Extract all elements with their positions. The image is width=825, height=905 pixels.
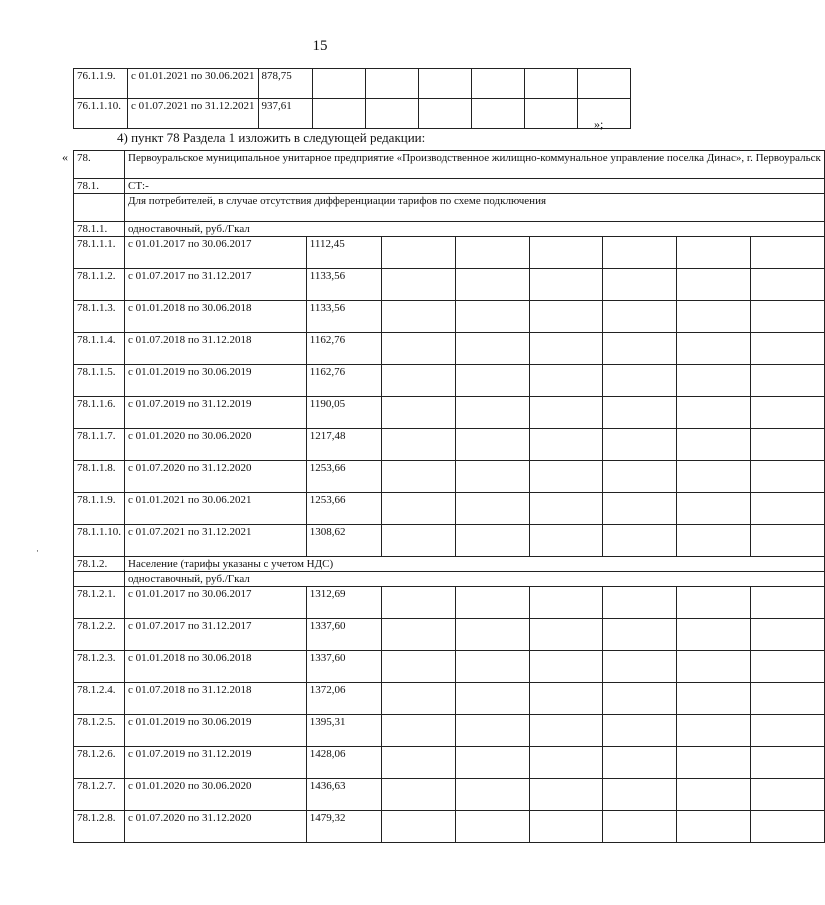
empty-cell xyxy=(365,69,418,99)
table-row xyxy=(74,333,825,365)
empty-cell xyxy=(74,194,125,222)
population-section xyxy=(74,557,825,587)
empty-cell xyxy=(603,811,677,843)
tariff-value: 1312,69 xyxy=(306,587,381,619)
empty-cell xyxy=(529,651,603,683)
empty-cell xyxy=(455,301,529,333)
empty-cell xyxy=(677,461,751,493)
subsection-label: одноставочный, руб./Гкал xyxy=(125,222,825,237)
empty-cell xyxy=(603,651,677,683)
tariff-value: 878,75 xyxy=(258,69,312,99)
empty-cell xyxy=(455,747,529,779)
empty-cell xyxy=(529,461,603,493)
row-number: 78.1.2.8. xyxy=(74,811,125,843)
period-cell: с 01.01.2018 по 30.06.2018 xyxy=(125,651,307,683)
table-row xyxy=(74,69,631,99)
period-cell: с 01.07.2021 по 31.12.2021 xyxy=(128,99,259,129)
row-number: 76.1.1.10. xyxy=(74,99,128,129)
empty-cell xyxy=(677,525,751,557)
empty-cell xyxy=(418,69,471,99)
empty-cell xyxy=(455,269,529,301)
table-row xyxy=(74,461,825,493)
period-cell: с 01.01.2020 по 30.06.2020 xyxy=(125,429,307,461)
empty-cell xyxy=(603,779,677,811)
tariff-value: 1217,48 xyxy=(306,429,381,461)
table-row xyxy=(74,397,825,429)
empty-cell xyxy=(750,619,824,651)
empty-cell xyxy=(603,715,677,747)
empty-cell xyxy=(677,493,751,525)
empty-cell xyxy=(455,493,529,525)
period-cell: с 01.01.2017 по 30.06.2017 xyxy=(125,587,307,619)
period-cell: с 01.07.2017 по 31.12.2017 xyxy=(125,269,307,301)
main-table-body xyxy=(74,151,825,237)
row-number: 78.1.1.2. xyxy=(74,269,125,301)
empty-cell xyxy=(603,237,677,269)
consumers-header: Для потребителей, в случае отсутствия дифференциации тарифов по схеме подключения xyxy=(125,194,825,222)
closing-quote-mark: »; xyxy=(594,117,604,131)
opening-quote-mark: « xyxy=(62,150,68,164)
empty-cell xyxy=(750,493,824,525)
period-cell: с 01.01.2017 по 30.06.2017 xyxy=(125,237,307,269)
empty-cell xyxy=(529,493,603,525)
empty-cell xyxy=(455,619,529,651)
tariff-table-continued xyxy=(73,68,631,129)
empty-cell xyxy=(529,587,603,619)
empty-cell xyxy=(677,747,751,779)
empty-cell xyxy=(524,99,577,129)
empty-cell xyxy=(455,397,529,429)
empty-cell xyxy=(603,301,677,333)
consumer-rows xyxy=(74,237,825,557)
tariff-value: 1162,76 xyxy=(306,365,381,397)
top-rows xyxy=(74,69,631,129)
period-cell: с 01.01.2021 по 30.06.2021 xyxy=(125,493,307,525)
table-row xyxy=(74,619,825,651)
ct-row xyxy=(74,179,825,194)
empty-cell xyxy=(381,651,455,683)
empty-cell xyxy=(471,99,524,129)
row-number: 78. xyxy=(74,151,125,179)
period-cell: с 01.07.2020 по 31.12.2020 xyxy=(125,811,307,843)
empty-cell xyxy=(471,69,524,99)
empty-cell xyxy=(603,619,677,651)
empty-cell xyxy=(365,99,418,129)
empty-cell xyxy=(455,461,529,493)
period-cell: с 01.01.2019 по 30.06.2019 xyxy=(125,365,307,397)
subsection-label: одноставочный, руб./Гкал xyxy=(125,572,825,587)
period-cell: с 01.07.2021 по 31.12.2021 xyxy=(125,525,307,557)
empty-cell xyxy=(677,683,751,715)
tariff-value: 1337,60 xyxy=(306,619,381,651)
org-row xyxy=(74,151,825,179)
empty-cell xyxy=(677,587,751,619)
empty-cell xyxy=(381,493,455,525)
row-number: 78.1.1.6. xyxy=(74,397,125,429)
empty-cell xyxy=(750,587,824,619)
empty-cell xyxy=(455,779,529,811)
tariff-value: 1190,05 xyxy=(306,397,381,429)
empty-cell xyxy=(577,69,630,99)
empty-cell xyxy=(381,715,455,747)
empty-cell xyxy=(603,333,677,365)
empty-cell xyxy=(529,429,603,461)
row-number: 78.1.1. xyxy=(74,222,125,237)
row-number: 78.1.2.5. xyxy=(74,715,125,747)
margin-dot: · xyxy=(36,546,39,556)
empty-cell xyxy=(455,525,529,557)
empty-cell xyxy=(529,811,603,843)
empty-cell xyxy=(603,747,677,779)
empty-cell xyxy=(603,461,677,493)
row-number: 76.1.1.9. xyxy=(74,69,128,99)
table-row xyxy=(74,525,825,557)
period-cell: с 01.01.2021 по 30.06.2021 xyxy=(128,69,259,99)
empty-cell xyxy=(418,99,471,129)
table-row xyxy=(74,301,825,333)
empty-cell xyxy=(381,747,455,779)
empty-cell xyxy=(74,572,125,587)
empty-cell xyxy=(455,683,529,715)
empty-cell xyxy=(381,429,455,461)
empty-cell xyxy=(455,429,529,461)
empty-cell xyxy=(750,397,824,429)
tariff-value: 1112,45 xyxy=(306,237,381,269)
table-row xyxy=(74,99,631,129)
empty-cell xyxy=(603,269,677,301)
tariff-value: 1337,60 xyxy=(306,651,381,683)
consumers-header-row xyxy=(74,194,825,222)
population-row xyxy=(74,557,825,572)
empty-cell xyxy=(677,651,751,683)
empty-cell xyxy=(529,525,603,557)
empty-cell xyxy=(603,365,677,397)
empty-cell xyxy=(677,779,751,811)
subsection-row xyxy=(74,572,825,587)
empty-cell xyxy=(603,525,677,557)
empty-cell xyxy=(677,237,751,269)
empty-cell xyxy=(750,461,824,493)
table-row xyxy=(74,365,825,397)
subsection-row xyxy=(74,222,825,237)
table-row xyxy=(74,587,825,619)
table-row xyxy=(74,683,825,715)
row-number: 78.1.2.1. xyxy=(74,587,125,619)
empty-cell xyxy=(529,397,603,429)
population-rows xyxy=(74,587,825,843)
empty-cell xyxy=(677,715,751,747)
empty-cell xyxy=(455,365,529,397)
period-cell: с 01.01.2018 по 30.06.2018 xyxy=(125,301,307,333)
empty-cell xyxy=(455,715,529,747)
ct-label: СТ:- xyxy=(125,179,825,194)
empty-cell xyxy=(529,301,603,333)
empty-cell xyxy=(381,269,455,301)
empty-cell xyxy=(381,333,455,365)
table-row xyxy=(74,237,825,269)
row-number: 78.1.2.2. xyxy=(74,619,125,651)
empty-cell xyxy=(750,301,824,333)
empty-cell xyxy=(750,683,824,715)
empty-cell xyxy=(677,333,751,365)
period-cell: с 01.07.2018 по 31.12.2018 xyxy=(125,333,307,365)
period-cell: с 01.07.2017 по 31.12.2017 xyxy=(125,619,307,651)
tariff-value: 937,61 xyxy=(258,99,312,129)
empty-cell xyxy=(750,811,824,843)
row-number: 78.1.1.7. xyxy=(74,429,125,461)
empty-cell xyxy=(529,365,603,397)
empty-cell xyxy=(381,237,455,269)
empty-cell xyxy=(381,301,455,333)
table-row xyxy=(74,429,825,461)
tariff-value: 1395,31 xyxy=(306,715,381,747)
row-number: 78.1.2.7. xyxy=(74,779,125,811)
empty-cell xyxy=(750,237,824,269)
row-number: 78.1.1.8. xyxy=(74,461,125,493)
table-row xyxy=(74,747,825,779)
empty-cell xyxy=(524,69,577,99)
page-number: 15 xyxy=(312,38,328,54)
period-cell: с 01.01.2020 по 30.06.2020 xyxy=(125,779,307,811)
row-number: 78.1.1.9. xyxy=(74,493,125,525)
row-number: 78.1.2. xyxy=(74,557,125,572)
empty-cell xyxy=(677,619,751,651)
row-number: 78.1. xyxy=(74,179,125,194)
empty-cell xyxy=(750,269,824,301)
row-number: 78.1.1.10. xyxy=(74,525,125,557)
empty-cell xyxy=(381,587,455,619)
tariff-value: 1372,06 xyxy=(306,683,381,715)
empty-cell xyxy=(529,269,603,301)
period-cell: с 01.01.2019 по 30.06.2019 xyxy=(125,715,307,747)
table-row xyxy=(74,269,825,301)
tariff-table-item-78 xyxy=(73,150,825,843)
amendment-instruction: 4) пункт 78 Раздела 1 изложить в следующей редакции: xyxy=(117,130,426,145)
empty-cell xyxy=(750,333,824,365)
tariff-value: 1133,56 xyxy=(306,301,381,333)
empty-cell xyxy=(603,587,677,619)
empty-cell xyxy=(529,779,603,811)
empty-cell xyxy=(750,779,824,811)
empty-cell xyxy=(381,683,455,715)
tariff-value: 1436,63 xyxy=(306,779,381,811)
empty-cell xyxy=(455,587,529,619)
empty-cell xyxy=(750,747,824,779)
table-row xyxy=(74,651,825,683)
table-row xyxy=(74,779,825,811)
empty-cell xyxy=(603,429,677,461)
empty-cell xyxy=(529,237,603,269)
period-cell: с 01.07.2018 по 31.12.2018 xyxy=(125,683,307,715)
empty-cell xyxy=(677,429,751,461)
empty-cell xyxy=(381,461,455,493)
empty-cell xyxy=(381,365,455,397)
empty-cell xyxy=(381,619,455,651)
empty-cell xyxy=(455,237,529,269)
empty-cell xyxy=(750,429,824,461)
period-cell: с 01.07.2019 по 31.12.2019 xyxy=(125,747,307,779)
empty-cell xyxy=(455,811,529,843)
empty-cell xyxy=(381,525,455,557)
empty-cell xyxy=(455,651,529,683)
table-row xyxy=(74,715,825,747)
row-number: 78.1.1.5. xyxy=(74,365,125,397)
empty-cell xyxy=(381,397,455,429)
tariff-value: 1133,56 xyxy=(306,269,381,301)
empty-cell xyxy=(750,651,824,683)
row-number: 78.1.2.6. xyxy=(74,747,125,779)
empty-cell xyxy=(603,493,677,525)
empty-cell xyxy=(603,683,677,715)
empty-cell xyxy=(750,715,824,747)
row-number: 78.1.1.3. xyxy=(74,301,125,333)
table-row xyxy=(74,493,825,525)
table-row xyxy=(74,811,825,843)
empty-cell xyxy=(529,683,603,715)
tariff-value: 1162,76 xyxy=(306,333,381,365)
empty-cell xyxy=(312,99,365,129)
empty-cell xyxy=(312,69,365,99)
empty-cell xyxy=(677,269,751,301)
empty-cell xyxy=(677,397,751,429)
empty-cell xyxy=(577,99,630,129)
empty-cell xyxy=(529,747,603,779)
empty-cell xyxy=(750,365,824,397)
empty-cell xyxy=(529,333,603,365)
empty-cell xyxy=(677,365,751,397)
empty-cell xyxy=(529,715,603,747)
population-label: Население (тарифы указаны с учетом НДС) xyxy=(125,557,825,572)
empty-cell xyxy=(677,301,751,333)
empty-cell xyxy=(677,811,751,843)
tariff-value: 1253,66 xyxy=(306,461,381,493)
empty-cell xyxy=(381,811,455,843)
row-number: 78.1.2.3. xyxy=(74,651,125,683)
empty-cell xyxy=(529,619,603,651)
empty-cell xyxy=(455,333,529,365)
empty-cell xyxy=(381,779,455,811)
tariff-value: 1479,32 xyxy=(306,811,381,843)
row-number: 78.1.1.1. xyxy=(74,237,125,269)
tariff-value: 1428,06 xyxy=(306,747,381,779)
period-cell: с 01.07.2019 по 31.12.2019 xyxy=(125,397,307,429)
row-number: 78.1.2.4. xyxy=(74,683,125,715)
row-number: 78.1.1.4. xyxy=(74,333,125,365)
organization-name: Первоуральское муниципальное унитарное предприятие «Производственное жилищно-коммунальное управление поселка Динас», г. Первоуральск xyxy=(125,151,825,179)
tariff-value: 1253,66 xyxy=(306,493,381,525)
period-cell: с 01.07.2020 по 31.12.2020 xyxy=(125,461,307,493)
tariff-value: 1308,62 xyxy=(306,525,381,557)
empty-cell xyxy=(603,397,677,429)
empty-cell xyxy=(750,525,824,557)
